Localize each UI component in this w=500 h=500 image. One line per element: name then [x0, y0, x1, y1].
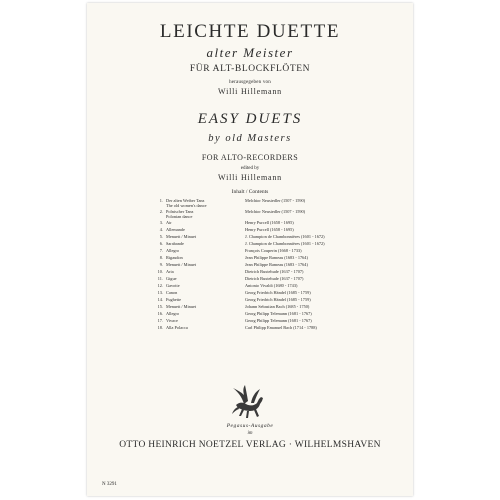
toc-number: 16.: [157, 311, 163, 316]
sheet-music-cover: [87, 3, 413, 496]
toc-title: Air: [166, 220, 172, 225]
toc-title: Allegro: [166, 248, 180, 253]
catalog-number: N 3291: [102, 482, 117, 487]
toc-row: [153, 326, 353, 333]
toc-composer: Georg Friedrich Händel (1685 - 1759): [245, 290, 311, 295]
toc-title: Sarabande: [166, 241, 184, 246]
toc-composer: Melchior Neusiedler (1507 - 1590): [245, 198, 306, 203]
toc-title: Allemande: [166, 227, 185, 232]
toc-number: 5.: [159, 234, 163, 239]
editor-german: Willi Hillemann: [218, 87, 282, 96]
title-german: LEICHTE DUETTE: [159, 21, 341, 42]
toc-composer: Carl Philipp Emanuel Bach (1714 - 1788): [245, 325, 317, 330]
toc-title: Polnischer Tanz Polonian dance: [166, 209, 194, 219]
toc-title: Vivace: [166, 318, 178, 323]
toc-title: Rigaudon: [166, 255, 183, 260]
instrument-english: FOR ALTO-RECORDERS: [201, 153, 299, 162]
toc-title: Der alten Weiber Tanz The old women's dance: [166, 198, 207, 208]
toc-title: Alla Polacca: [166, 325, 188, 330]
toc-composer: Henry Purcell (1658 - 1695): [245, 227, 294, 232]
toc-composer: Dietrich Buxtehude (1637 - 1707): [245, 276, 304, 281]
table-of-contents: [153, 199, 353, 333]
toc-title: Canon: [166, 290, 178, 295]
toc-number: 1.: [159, 198, 163, 203]
toc-number: 3.: [159, 220, 163, 225]
editor-label-english: edited by: [240, 166, 260, 171]
series-im: im: [247, 431, 253, 436]
toc-number: 8.: [159, 255, 163, 260]
contents-heading: Inhalt / Contents: [231, 189, 269, 195]
toc-title: Fughette: [166, 297, 182, 302]
toc-composer: Antonio Vivaldi (1680 - 1743): [245, 283, 298, 288]
toc-title: Allegro: [166, 311, 180, 316]
toc-composer: Georg Philipp Telemann (1681 - 1767): [245, 311, 312, 316]
toc-number: 10.: [157, 269, 163, 274]
toc-composer: Georg Friedrich Händel (1685 - 1759): [245, 297, 311, 302]
toc-number: 17.: [157, 318, 163, 323]
toc-number: 14.: [157, 297, 163, 302]
toc-composer: J. Champion de Chambonnières (1601 - 1672): [245, 234, 325, 239]
toc-title: Gigue: [166, 276, 177, 281]
subtitle-english: by old Masters: [208, 133, 292, 144]
series-name: Pegasus-Ausgabe: [226, 423, 274, 429]
toc-number: 18.: [157, 325, 163, 330]
toc-title: Menuett / Minuet: [166, 234, 197, 239]
toc-title: Menuett / Minuet: [166, 262, 197, 267]
toc-composer: Henry Purcell (1658 - 1695): [245, 220, 294, 225]
title-english: EASY DUETS: [197, 111, 303, 127]
toc-number: 15.: [157, 304, 163, 309]
toc-composer: Dietrich Buxtehude (1637 - 1707): [245, 269, 304, 274]
toc-number: 6.: [159, 241, 163, 246]
editor-label-german: herausgegeben von: [229, 80, 271, 85]
toc-composer: Jean Philippe Rameau (1683 - 1764): [245, 255, 308, 260]
toc-number: 13.: [157, 290, 163, 295]
toc-title: Gavotte: [166, 283, 180, 288]
toc-number: 2.: [159, 209, 163, 214]
pegasus-icon: [230, 383, 270, 421]
toc-number: 7.: [159, 248, 163, 253]
toc-composer: Melchior Neusiedler (1507 - 1590): [245, 209, 306, 214]
toc-composer: François Couperin (1668 - 1733): [245, 248, 302, 253]
toc-number: 11.: [157, 276, 163, 281]
toc-number: 4.: [159, 227, 163, 232]
toc-title: Menuett / Minuet: [166, 304, 197, 309]
editor-english: Willi Hillemann: [218, 173, 282, 182]
toc-composer: Johann Sebastian Bach (1685 - 1750): [245, 304, 310, 309]
toc-composer: Jean Philippe Rameau (1683 - 1764): [245, 262, 308, 267]
toc-composer: Georg Philipp Telemann (1681 - 1767): [245, 318, 312, 323]
toc-number: 9.: [159, 262, 163, 267]
toc-number: 12.: [157, 283, 163, 288]
subtitle-german: alter Meister: [206, 45, 294, 60]
toc-composer: J. Champion de Chambonnières (1601 - 1672): [245, 241, 325, 246]
publisher-name: OTTO HEINRICH NOETZEL VERLAG · WILHELMSHAVEN: [119, 440, 381, 450]
instrument-german: FÜR ALT-BLOCKFLÖTEN: [189, 64, 311, 74]
toc-title: Aria: [166, 269, 174, 274]
